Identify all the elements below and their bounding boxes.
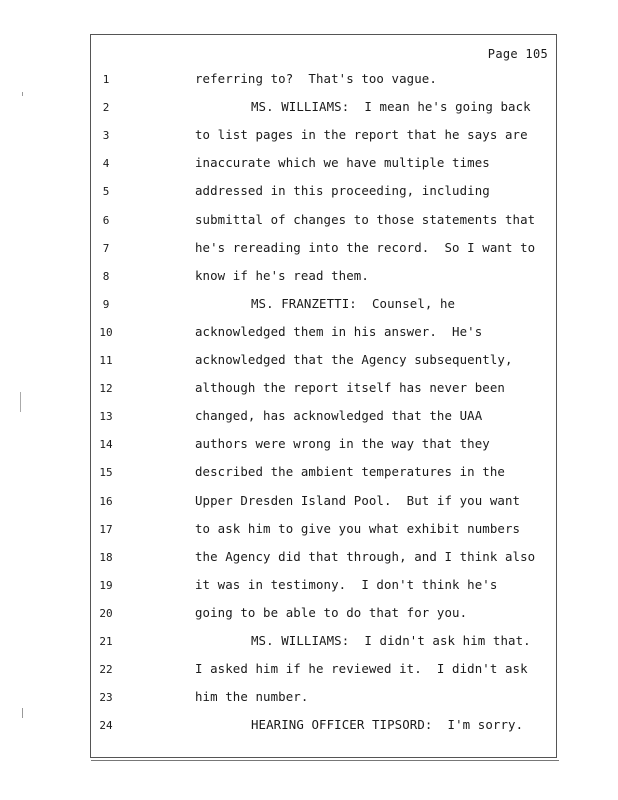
transcript-line: [91, 605, 556, 625]
line-text: MS. WILLIAMS: I mean he's going back: [251, 99, 531, 115]
line-text: HEARING OFFICER TIPSORD: I'm sorry.: [251, 717, 524, 733]
line-number: 8: [102, 269, 110, 283]
line-text: he's rereading into the record. So I want to: [195, 239, 536, 255]
line-number: 5: [102, 185, 110, 199]
transcript-line: [91, 296, 556, 316]
transcript-line: [91, 549, 556, 569]
line-text: to ask him to give you what exhibit numbers: [195, 520, 521, 536]
scan-speck: [22, 708, 23, 718]
line-number: 11: [99, 354, 113, 367]
line-number: 17: [99, 522, 113, 536]
line-text: MS. FRANZETTI: Counsel, he: [251, 295, 456, 311]
scan-speck: [20, 392, 21, 412]
line-number: 9: [102, 297, 110, 311]
transcript-line: [91, 380, 556, 400]
line-text: going to be able to do that for you.: [195, 604, 468, 620]
line-text: submittal of changes to those statements that: [195, 211, 536, 227]
line-text: referring to? That's too vague.: [195, 71, 437, 86]
line-number: 10: [99, 325, 113, 339]
line-text: to list pages in the report that he says are: [195, 127, 528, 143]
transcript-line: [91, 71, 556, 91]
line-number: 22: [99, 663, 113, 677]
line-text: him the number.: [195, 689, 309, 705]
transcript-line: [91, 212, 556, 232]
line-text: inaccurate which we have multiple times: [195, 155, 490, 171]
transcript-line: [91, 436, 556, 456]
line-number: 12: [99, 382, 113, 396]
line-number: 16: [99, 494, 113, 508]
line-text: although the report itself has never been: [195, 380, 505, 396]
transcript-line: [91, 240, 556, 260]
line-number: 2: [102, 101, 110, 115]
transcript-line: [91, 99, 556, 119]
scan-speck: [22, 92, 23, 96]
line-text: know if he's read them.: [195, 267, 369, 283]
line-number: 23: [99, 691, 113, 705]
page-number: Page 105: [487, 47, 548, 61]
line-text: acknowledged them in his answer. He's: [195, 323, 483, 339]
line-number: 6: [102, 213, 110, 227]
line-number: 13: [99, 410, 113, 424]
transcript-line: [91, 183, 556, 203]
line-text: described the ambient temperatures in the: [195, 464, 505, 480]
transcript-line: [91, 127, 556, 147]
line-text: the Agency did that through, and I think also: [195, 548, 536, 564]
transcript-line: [91, 464, 556, 484]
transcript-line: [91, 577, 556, 597]
line-number: 7: [102, 241, 110, 255]
transcript-line: [91, 155, 556, 175]
line-number: 21: [99, 635, 113, 648]
transcript-line: [91, 661, 556, 681]
line-text: Upper Dresden Island Pool. But if you want: [195, 492, 521, 508]
transcript-line: [91, 717, 556, 737]
line-text: acknowledged that the Agency subsequently,: [195, 352, 513, 367]
transcript-line: [91, 324, 556, 344]
line-text: it was in testimony. I don't think he's: [195, 576, 498, 592]
line-number: 19: [99, 578, 113, 592]
line-text: addressed in this proceeding, including: [195, 183, 490, 199]
line-text: changed, has acknowledged that the UAA: [195, 408, 483, 424]
transcript-line: [91, 633, 556, 653]
transcript-line: [91, 352, 556, 372]
line-number: 14: [99, 438, 113, 452]
line-number: 15: [99, 466, 113, 480]
transcript-page: [90, 34, 557, 758]
transcript-line: [91, 408, 556, 428]
line-text: I asked him if he reviewed it. I didn't ask: [195, 661, 528, 677]
line-number: 20: [99, 606, 113, 620]
line-number: 3: [102, 129, 110, 143]
line-number: 4: [102, 157, 110, 171]
transcript-line: [91, 493, 556, 513]
line-text: MS. WILLIAMS: I didn't ask him that.: [251, 633, 531, 648]
transcript-line: [91, 521, 556, 541]
line-number: 1: [102, 73, 110, 86]
line-number: 18: [99, 550, 113, 564]
transcript-line: [91, 689, 556, 709]
line-number: 24: [99, 719, 113, 733]
line-text: authors were wrong in the way that they: [195, 436, 490, 452]
transcript-line: [91, 268, 556, 288]
